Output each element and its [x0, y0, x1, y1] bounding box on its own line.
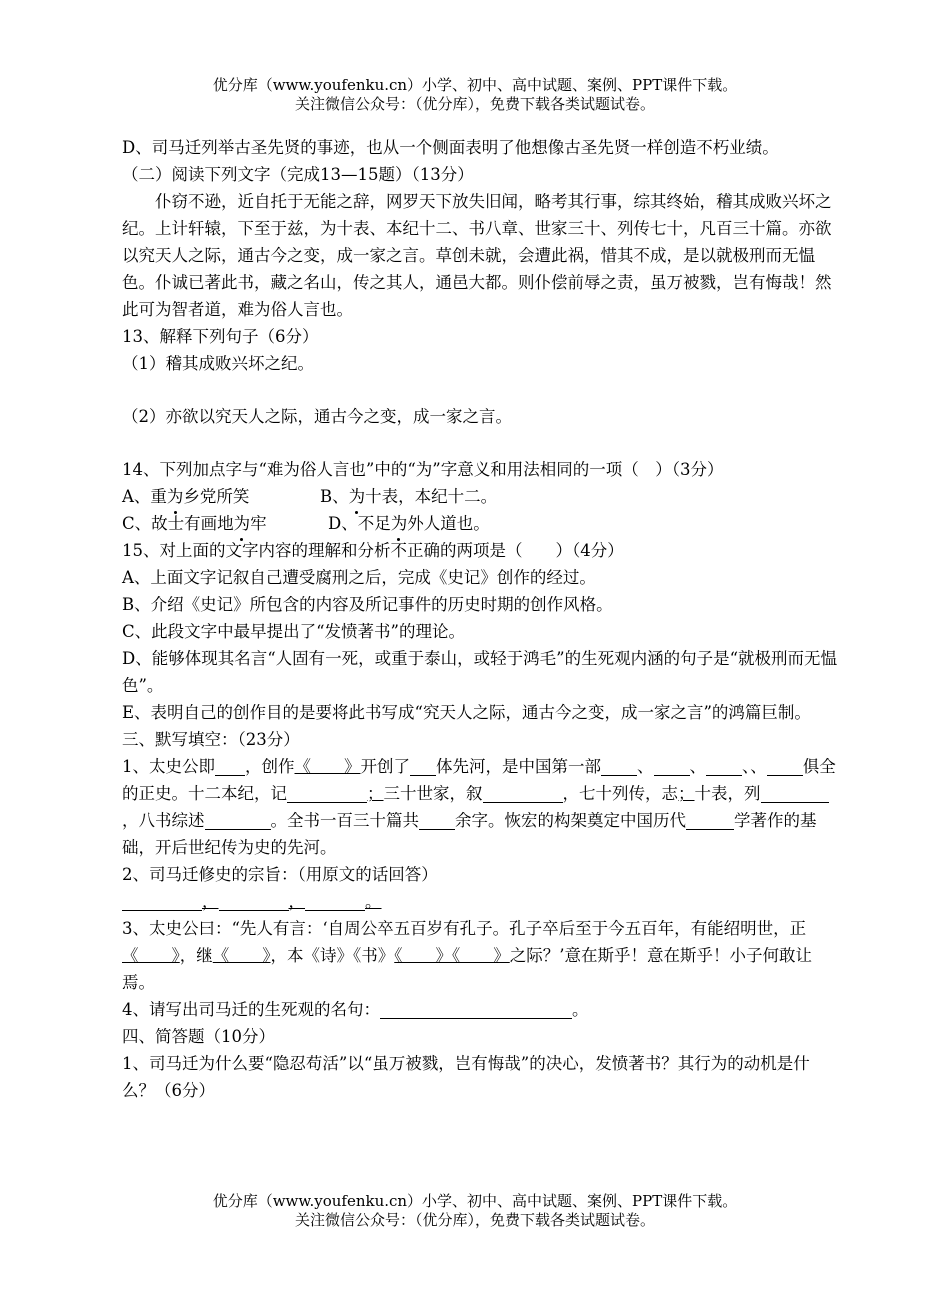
footer-line-2: 关注微信公众号：（优分库），免费下载各类试题试卷。 [294, 1211, 655, 1229]
fill-question-3: 3、太史公曰：“先人有言：‘自周公卒五百岁有孔子。孔子卒后至于今五百年，有能绍明世，正《 》，继《 》，本《诗》《书》《 》《 》之际？’意在斯乎！意在斯乎！小子何敢让焉。 [122, 919, 812, 992]
answer-blank[interactable] [483, 784, 563, 803]
q14-options-ab [122, 483, 838, 510]
q14-option-d: D、不足为外人道也。 [328, 510, 490, 537]
q13-title: 13、解释下列句子（6分） [122, 327, 319, 346]
q12-option-d: D、司马迁列举古圣先贤的事迹，也从一个侧面表明了他想像古圣先贤一样创造不朽业绩。 [122, 138, 779, 157]
q13-sentence-2: （2）亦欲以究天人之际，通古今之变，成一家之言。 [122, 407, 512, 426]
answer-blank[interactable] [215, 757, 245, 776]
section4-title: 四、简答题（10分） [122, 1027, 275, 1046]
answer-blank[interactable] [205, 811, 271, 830]
header-line-1: 优分库（www.youfenku.cn）小学、初中、高中试题、案例、PPT课件下载。 [212, 76, 738, 94]
emphasis-dot-char: 为 [349, 483, 366, 510]
answer-blank[interactable] [761, 784, 829, 803]
answer-blank[interactable] [419, 811, 455, 830]
emphasis-dot-char: 为 [391, 510, 408, 537]
q14-title: 14、下列加点字与“难为俗人言也”中的“为”字意义和用法相同的一项（ ）（3分） [122, 460, 724, 479]
footer-line-1: 优分库（www.youfenku.cn）小学、初中、高中试题、案例、PPT课件下载。 [212, 1192, 738, 1210]
q15-title: 15、对上面的文字内容的理解和分析不正确的两项是（ ）（4分） [122, 541, 624, 560]
answer-blank[interactable] [380, 1000, 572, 1019]
q14-option-c: C、故士有画地为牢 [122, 510, 328, 537]
q14-options-cd [122, 510, 838, 537]
answer-blank[interactable] [654, 757, 690, 776]
q15-option-b: B、介绍《史记》所包含的内容及所记事件的历史时期的创作风格。 [122, 595, 613, 614]
section2-title: （二）阅读下列文字（完成13—15题）（13分） [122, 165, 474, 184]
q15-option-c: C、此段文字中最早提出了“发愤著书”的理论。 [122, 622, 465, 641]
short-answer-1: 1、司马迁为什么要“隐忍苟活”以“虽万被戮，岂有悔哉”的决心，发愤著书？其行为的动机是什么？（6分） [122, 1054, 810, 1100]
answer-blank[interactable] [601, 757, 637, 776]
fill-question-4: 4、请写出司马迁的生死观的名句： 。 [122, 1000, 589, 1019]
answer-blank[interactable] [287, 784, 367, 803]
answer-blank[interactable] [219, 892, 289, 911]
document-body [122, 134, 838, 1104]
emphasis-dot-char: 为 [234, 510, 251, 537]
q15-option-d: D、能够体现其名言“人固有一死，或重于泰山，或轻于鸿毛”的生死观内涵的句子是“就极刑而无愠色”。 [122, 649, 838, 695]
header-line-2: 关注微信公众号：（优分库），免费下载各类试题试卷。 [294, 95, 655, 113]
q15-option-e: E、表明自己的创作目的是要将此书写成“究天人之际，通古今之变，成一家之言”的鸿篇巨制。 [122, 703, 811, 722]
fill-question-1: 1、太史公即 ，创作《 》开创了 体先河，是中国第一部 、 、 、、 俱全的正史。十二本纪，记 ；三十世家，叙 ，七十列传，志；十表，列，八书综述 。全书一百三十篇共 余字。恢宏的构架奠定中国历代 学著作的基础，开后世纪传为史的先河。 [122, 757, 836, 857]
answer-blank[interactable] [767, 757, 803, 776]
q13-sentence-1: （1）稽其成败兴坏之纪。 [122, 354, 314, 373]
q15-option-a: A、上面文字记叙自己遭受腐刑之后，完成《史记》创作的经过。 [122, 568, 596, 587]
fill-question-2-title: 2、司马迁修史的宗旨：（用原文的话回答） [122, 865, 438, 884]
passage: 仆窃不逊，近自托于无能之辞，网罗天下放失旧闻，略考其行事，综其终始，稽其成败兴坏之纪。上计轩辕，下至于兹，为十表、本纪十二、书八章、世家三十、列传七十，凡百三十篇。亦欲以究天人之际，通古今之变，成一家之言。草创未就，会遭此祸，惜其不成，是以就极刑而无愠色。仆诚已著此书，藏之名山，传之其人，通邑大都。则仆偿前辱之责，虽万被戮，岂有悔哉！然此可为智者道，难为俗人言也。 [122, 192, 832, 319]
section3-title: 三、默写填空：（23分） [122, 730, 300, 749]
q14-option-a: A、重为乡党所笑 [122, 483, 320, 510]
page-header [0, 76, 950, 114]
answer-blank[interactable] [706, 757, 742, 776]
fill-question-2-answer: ， ， 。 [122, 888, 838, 915]
answer-blank[interactable] [410, 757, 436, 776]
answer-blank[interactable] [122, 892, 202, 911]
page-footer [0, 1192, 950, 1230]
answer-blank[interactable] [686, 811, 734, 830]
answer-blank[interactable] [305, 892, 365, 911]
emphasis-dot-char: 为 [167, 483, 184, 510]
q14-option-b: B、为十表，本纪十二。 [320, 483, 497, 510]
